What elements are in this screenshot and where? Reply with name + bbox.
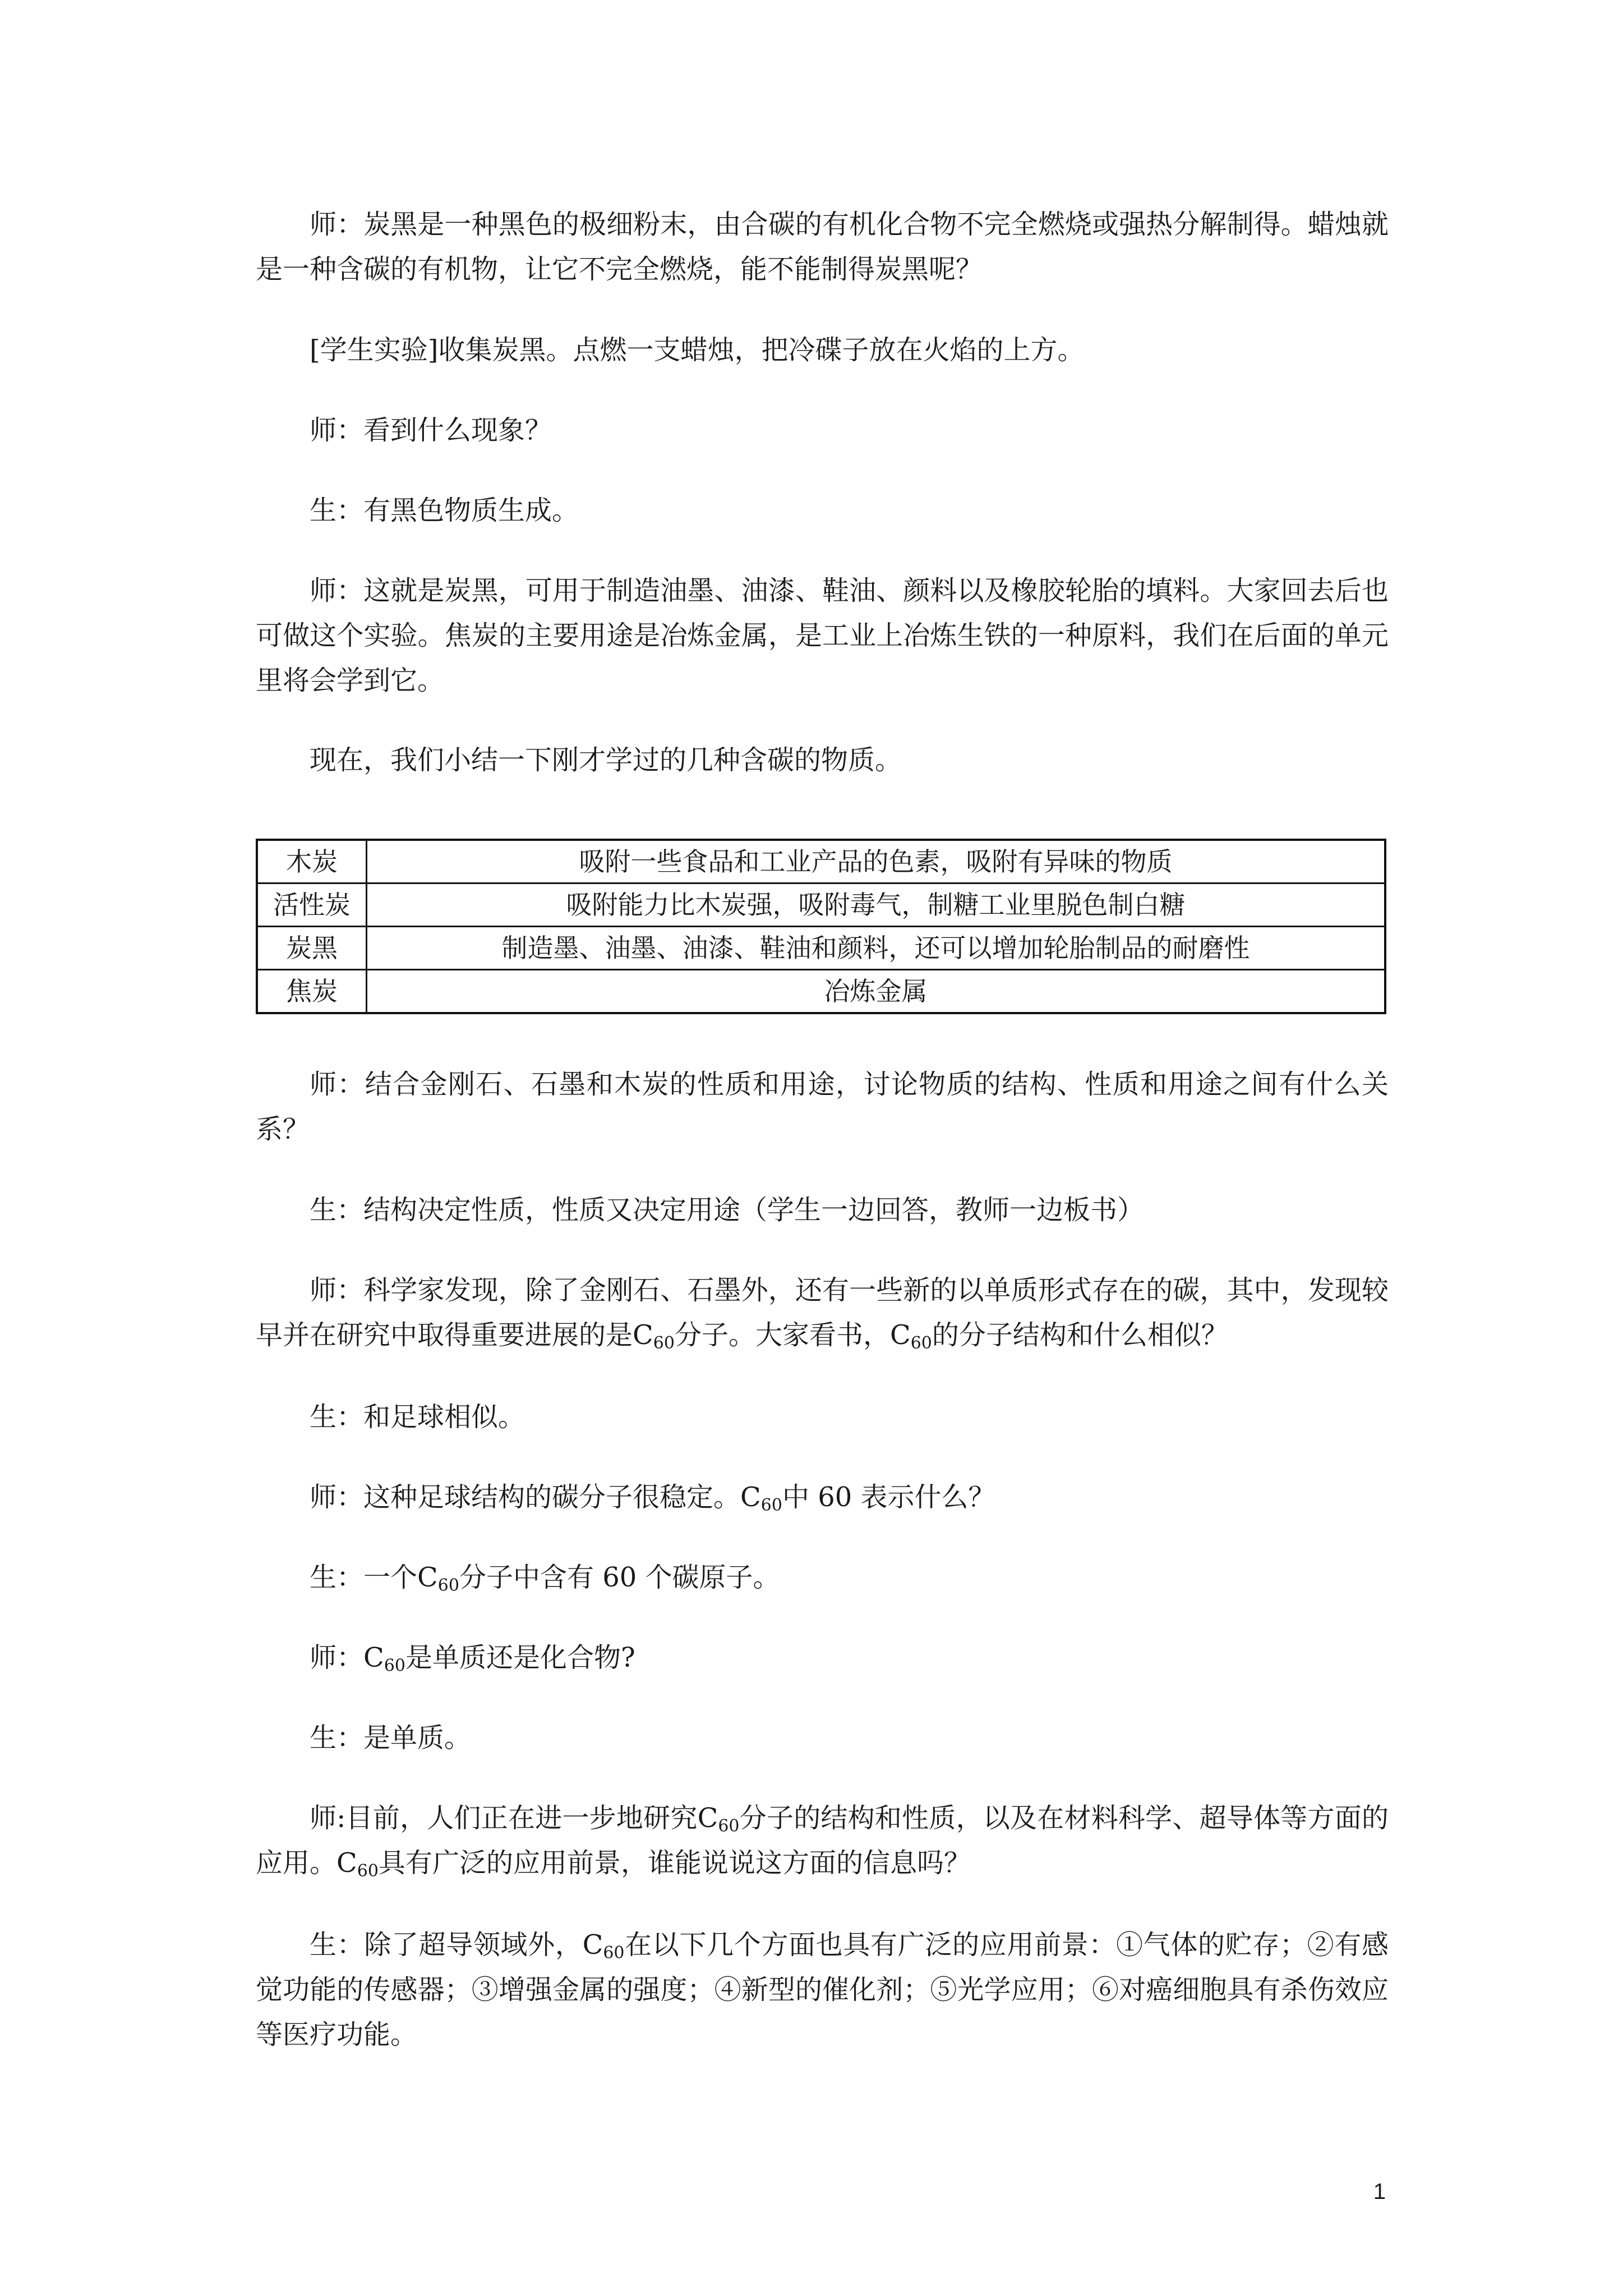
c60-formula xyxy=(583,1929,625,1961)
text-run: 具有广泛的应用前景，谁能说说这方面的信息吗？ xyxy=(378,1847,971,1879)
paragraph-structure-answer: 生：结构决定性质，性质又决定用途（学生一边回答，教师一边板书） xyxy=(310,1194,1145,1226)
paragraph-c60-meaning-question xyxy=(256,1475,1389,1520)
c60-formula xyxy=(698,1802,740,1834)
c60-formula xyxy=(890,1319,932,1351)
formula-letter: C xyxy=(889,1319,911,1351)
substance-use-cell: 吸附一些食品和工业产品的色素，吸附有异味的物质 xyxy=(367,840,1386,884)
c60-formula xyxy=(633,1319,675,1351)
text-run: 生：一个 xyxy=(310,1562,418,1593)
paragraph-c60-discovery xyxy=(256,1268,1389,1358)
text-run: 师：这种足球结构的碳分子很稳定。 xyxy=(310,1481,741,1513)
paragraph-c60-research xyxy=(256,1796,1389,1885)
formula-subscript: 60 xyxy=(718,1816,740,1836)
text-run: 师:目前，人们正在进一步地研究 xyxy=(310,1802,698,1834)
text-run: 是单质还是化合物? xyxy=(405,1642,635,1673)
paragraph-element-answer: 生：是单质。 xyxy=(310,1722,472,1754)
text-run: 分子。大家看书， xyxy=(674,1319,890,1351)
formula-subscript: 60 xyxy=(384,1656,405,1676)
formula-subscript: 60 xyxy=(357,1861,379,1881)
substance-name-cell: 活性炭 xyxy=(257,884,367,927)
table-row xyxy=(257,970,1385,1014)
text-run: 师： xyxy=(310,1642,364,1673)
paragraph-football-answer: 生：和足球相似。 xyxy=(310,1401,525,1433)
substance-name-cell: 炭黑 xyxy=(257,927,367,970)
paragraph-c60-applications xyxy=(256,1922,1389,2057)
paragraph-c60-meaning-answer xyxy=(256,1555,1389,1600)
paragraph-element-question xyxy=(256,1635,1389,1680)
c60-formula xyxy=(363,1642,405,1676)
formula-letter: C xyxy=(633,1319,653,1351)
substance-use-cell: 吸附能力比木炭强，吸附毒气，制糖工业里脱色制白糖 xyxy=(367,884,1386,927)
c60-formula xyxy=(740,1481,782,1513)
paragraph-summary-intro: 现在，我们小结一下刚才学过的几种含碳的物质。 xyxy=(310,744,902,776)
text-run: 在以下几个方面也具有广泛的应用前景：①气体的贮存；②有感觉功能的传感器；③增强金属的强度；④新型的催化剂；⑤光学应用；⑥对癌细胞具有杀伤效应等医疗功能。 xyxy=(256,1929,1389,2050)
substance-name-cell: 木炭 xyxy=(257,840,367,884)
formula-subscript: 60 xyxy=(760,1496,782,1515)
c60-formula xyxy=(336,1847,379,1879)
paragraph-student-experiment: [学生实验]收集炭黑。点燃一支蜡烛，把冷碟子放在火焰的上方。 xyxy=(310,334,1085,366)
formula-letter: C xyxy=(582,1929,603,1961)
formula-subscript: 60 xyxy=(910,1333,932,1353)
text-run: 的分子结构和什么相似？ xyxy=(932,1319,1228,1351)
formula-letter: C xyxy=(697,1802,718,1834)
formula-subscript: 60 xyxy=(603,1943,625,1963)
text-run: 分子中含有 60 个碳原子。 xyxy=(459,1562,780,1593)
text-run: 中 60 表示什么？ xyxy=(782,1481,995,1513)
formula-letter: C xyxy=(363,1642,384,1673)
text-run: 生：除了超导领域外， xyxy=(310,1929,583,1961)
formula-letter: C xyxy=(336,1847,357,1879)
paragraph-teacher-question: 师：看到什么现象？ xyxy=(310,415,552,446)
formula-subscript: 60 xyxy=(653,1333,675,1353)
paragraph-carbon-black-uses: 师：这就是炭黑，可用于制造油墨、油漆、鞋油、颜料以及橡胶轮胎的填料。大家回去后也可做这个实验。焦炭的主要用途是冶炼金属，是工业上冶炼生铁的一种原料，我们在后面的单元里将会学到它。 xyxy=(256,575,1389,696)
substance-name-cell: 焦炭 xyxy=(257,970,367,1014)
substance-use-cell: 制造墨、油墨、油漆、鞋油和颜料，还可以增加轮胎制品的耐磨性 xyxy=(367,927,1386,970)
page-number: 1 xyxy=(1373,2179,1386,2204)
paragraph-carbon-black-intro: 师：炭黑是一种黑色的极细粉末，由合碳的有机化合物不完全燃烧或强热分解制得。蜡烛就是一种含碳的有机物，让它不完全燃烧，能不能制得炭黑呢？ xyxy=(256,209,1389,285)
formula-letter: C xyxy=(417,1562,438,1593)
table-row xyxy=(257,927,1385,970)
paragraph-student-answer: 生：有黑色物质生成。 xyxy=(310,495,579,526)
carbon-substances-table xyxy=(256,839,1386,1014)
c60-formula xyxy=(417,1562,459,1593)
table-row xyxy=(257,884,1385,927)
substance-use-cell: 冶炼金属 xyxy=(367,970,1386,1014)
table-row xyxy=(257,840,1385,884)
text-run: 分子的结构和性质，以及在材料科学、超导体等方面的应用。 xyxy=(256,1802,1389,1879)
paragraph-structure-discussion: 师：结合金刚石、石墨和木炭的性质和用途，讨论物质的结构、性质和用途之间有什么关系？ xyxy=(256,1069,1389,1145)
formula-letter: C xyxy=(740,1481,761,1513)
formula-subscript: 60 xyxy=(437,1576,459,1595)
text-run: 师：科学家发现，除了金刚石、石墨外，还有一些新的以单质形式存在的碳，其中，发现较早并在研究中取得重要进展的是 xyxy=(256,1274,1389,1351)
